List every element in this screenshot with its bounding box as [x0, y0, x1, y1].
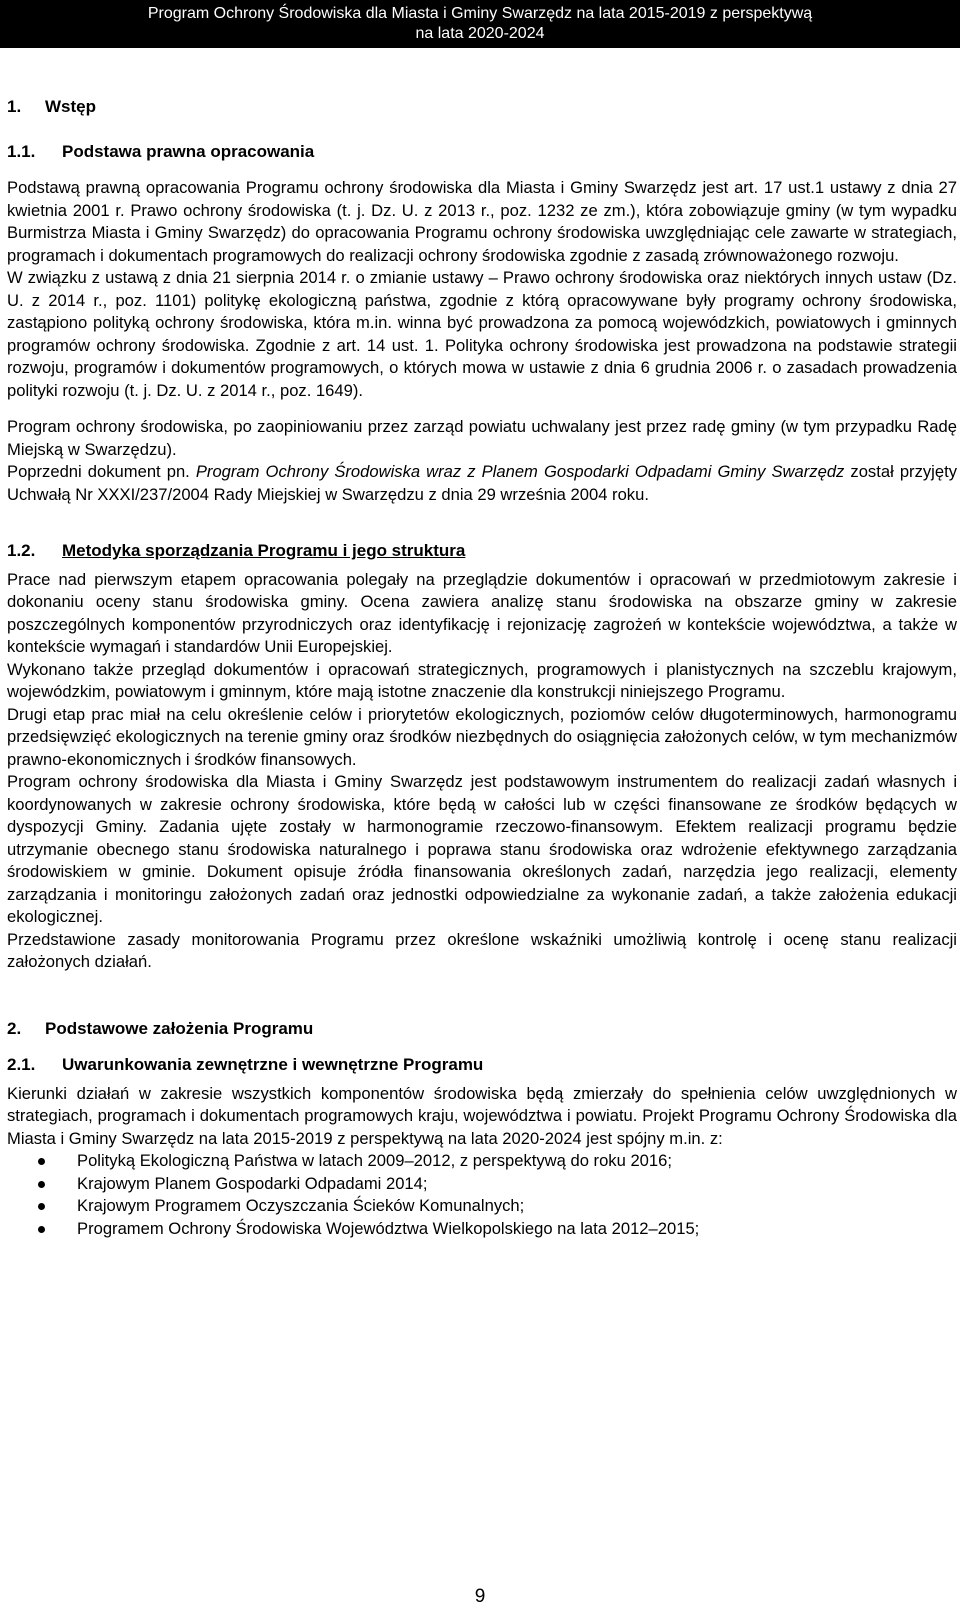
subsection-2-1-heading [7, 1054, 957, 1077]
paragraph: Drugi etap prac miał na celu określenie celów i priorytetów ekologicznych, poziomów celów długoterminowych, harmonogramu przedsięwzięć ekologicznych na terenie gminy oraz środków niezbędnych do osiągnięcia założonych celów, w tym mechanizmów prawno-ekonomicznych i środków finansowych. [7, 704, 957, 769]
subsection-title: Metodyka sporządzania Programu i jego struktura [62, 541, 466, 560]
paragraph: Podstawą prawną opracowania Programu ochrony środowiska dla Miasta i Gminy Swarzędz jest art. 17 ust.1 ustawy z dnia 27 kwietnia 2001 r. Prawo ochrony środowiska (t. j. Dz. U. z 2013 r., poz. 1232 ze zm.), która zobowiązuje gminy (w tym wypadku Burmistrza Miasta i Gminy Swarzędz) do opracowania Programu ochrony środowiska uwzględniając cele zawarte w strategiach, programach i dokumentach programowych do realizacji ochrony środowiska zgodnie z zasadą zrównoważonego rozwoju. [7, 178, 957, 265]
list-item: Krajowym Programem Oczyszczania Ścieków Komunalnych; [7, 1195, 957, 1218]
list-item: Programem Ochrony Środowiska Województwa Wielkopolskiego na lata 2012–2015; [7, 1218, 957, 1241]
section-number: 2. [7, 1018, 22, 1038]
section-title: Podstawowe założenia Programu [45, 1018, 314, 1038]
page-header [0, 0, 960, 48]
section-1-heading [7, 96, 957, 119]
section-number: 1. [7, 97, 22, 116]
document-body [7, 96, 957, 1240]
header-line-2: na lata 2020-2024 [415, 25, 545, 42]
paragraph: Program ochrony środowiska, po zaopiniowaniu przez zarząd powiatu uchwalany jest przez radę gminy (w tym przypadku Radę Miejską w Swarzędzu). [7, 417, 957, 459]
paragraph: Kierunki działań w zakresie wszystkich komponentów środowiska będą zmierzały do spełnienia celów uwzględnionych w strategiach, programach i dokumentach programowych kraju, województwa i powiatu. Projekt Programu Ochrony Środowiska dla Miasta i Gminy Swarzędz na lata 2015-2019 z perspektywą na lata 2020-2024 jest spójny m.in. z: [7, 1083, 957, 1148]
subsection-number: 1.2. [7, 541, 36, 560]
header-line-1: Program Ochrony Środowiska dla Miasta i Gminy Swarzędz na lata 2015-2019 z perspektywą [147, 5, 813, 22]
page-number: 9 [474, 1586, 486, 1607]
subsection-1-2-heading [7, 540, 957, 563]
subsection-number: 2.1. [7, 1055, 36, 1074]
paragraph-text: został przyjęty Uchwałą Nr XXXI/237/2004 Rady Miejskiej w Swarzędzu z dnia 29 września 2004 roku. [7, 462, 957, 504]
paragraph: Wykonano także przegląd dokumentów i opracowań strategicznych, programowych i planistycznych na szczeblu krajowym, wojewódzkim, powiatowym i gminnym, które mają istotne znaczenie dla konstrukcji niniejszego Programu. [7, 659, 957, 701]
list-item: Polityką Ekologiczną Państwa w latach 2009–2012, z perspektywą do roku 2016; [7, 1150, 957, 1173]
list-item: Krajowym Planem Gospodarki Odpadami 2014; [7, 1173, 957, 1196]
paragraph: Prace nad pierwszym etapem opracowania polegały na przeglądzie dokumentów i opracowań w przedmiotowym zakresie i dokonaniu oceny stanu środowiska gminy. Ocena zawiera analizę stanu środowiska na obszarze gminy w zakresie poszczególnych komponentów przyrodniczych oraz identyfikację i rejonizację zagrożeń w kontekście województwa, a także w kontekście wymagań i standardów Unii Europejskiej. [7, 569, 957, 656]
paragraph-text: Poprzedni dokument pn. [7, 462, 196, 481]
section-title: Wstęp [45, 97, 96, 116]
paragraph: Program ochrony środowiska dla Miasta i Gminy Swarzędz jest podstawowym instrumentem do realizacji zadań własnych i koordynowanych w zakresie ochrony środowiska, które będą w całości lub w części finansowane ze środków będących w dyspozycji Gminy. Zadania ujęte zostały w harmonogramie rzeczowo-finansowym. Efektem realizacji programu będzie utrzymanie obecnego stanu środowiska naturalnego i poprawa stanu środowiska oraz wdrożenie efektywnego zarządzania środowiskiem w gminie. Dokument opisuje źródła finansowania określonych zadań, narzędzia jego realizacji, elementy zarządzania i monitoringu założonych zadań oraz jednostki odpowiedzialne za wykonanie zadań, a także założenia edukacji ekologicznej. [7, 772, 957, 926]
subsection-1-1-heading [7, 141, 957, 164]
paragraph: W związku z ustawą z dnia 21 sierpnia 2014 r. o zmianie ustawy – Prawo ochrony środowiska oraz niektórych innych ustaw (Dz. U. z 2014 r., poz. 1101) politykę ekologiczną państwa, zgodnie z którą opracowywane były programy ochrony środowiska, zastąpiono polityką ochrony środowiska, która m.in. winna być prowadzona za pomocą wojewódzkich, powiatowych i gminnych programów ochrony środowiska. Zgodnie z art. 14 ust. 1. Polityka ochrony środowiska jest prowadzona na podstawie strategii rozwoju, programów i dokumentów programowych, o których mowa w ustawie z dnia 6 grudnia 2006 r. o zasadach prowadzenia polityki rozwoju (t. j. Dz. U. z 2014 r., poz. 1649). [7, 268, 957, 400]
subsection-title: Uwarunkowania zewnętrzne i wewnętrzne Programu [62, 1055, 484, 1074]
subsection-number: 1.1. [7, 141, 36, 161]
subsection-title: Podstawa prawna opracowania [62, 141, 315, 161]
document-title-italic: Program Ochrony Środowiska wraz z Planem Gospodarki Odpadami Gminy Swarzędz [195, 462, 845, 481]
section-2-heading [7, 1018, 957, 1041]
paragraph [7, 461, 957, 506]
paragraph: Przedstawione zasady monitorowania Programu przez określone wskaźniki umożliwią kontrolę i ocenę stanu realizacji założonych działań. [7, 929, 957, 971]
bullet-list [7, 1150, 957, 1240]
